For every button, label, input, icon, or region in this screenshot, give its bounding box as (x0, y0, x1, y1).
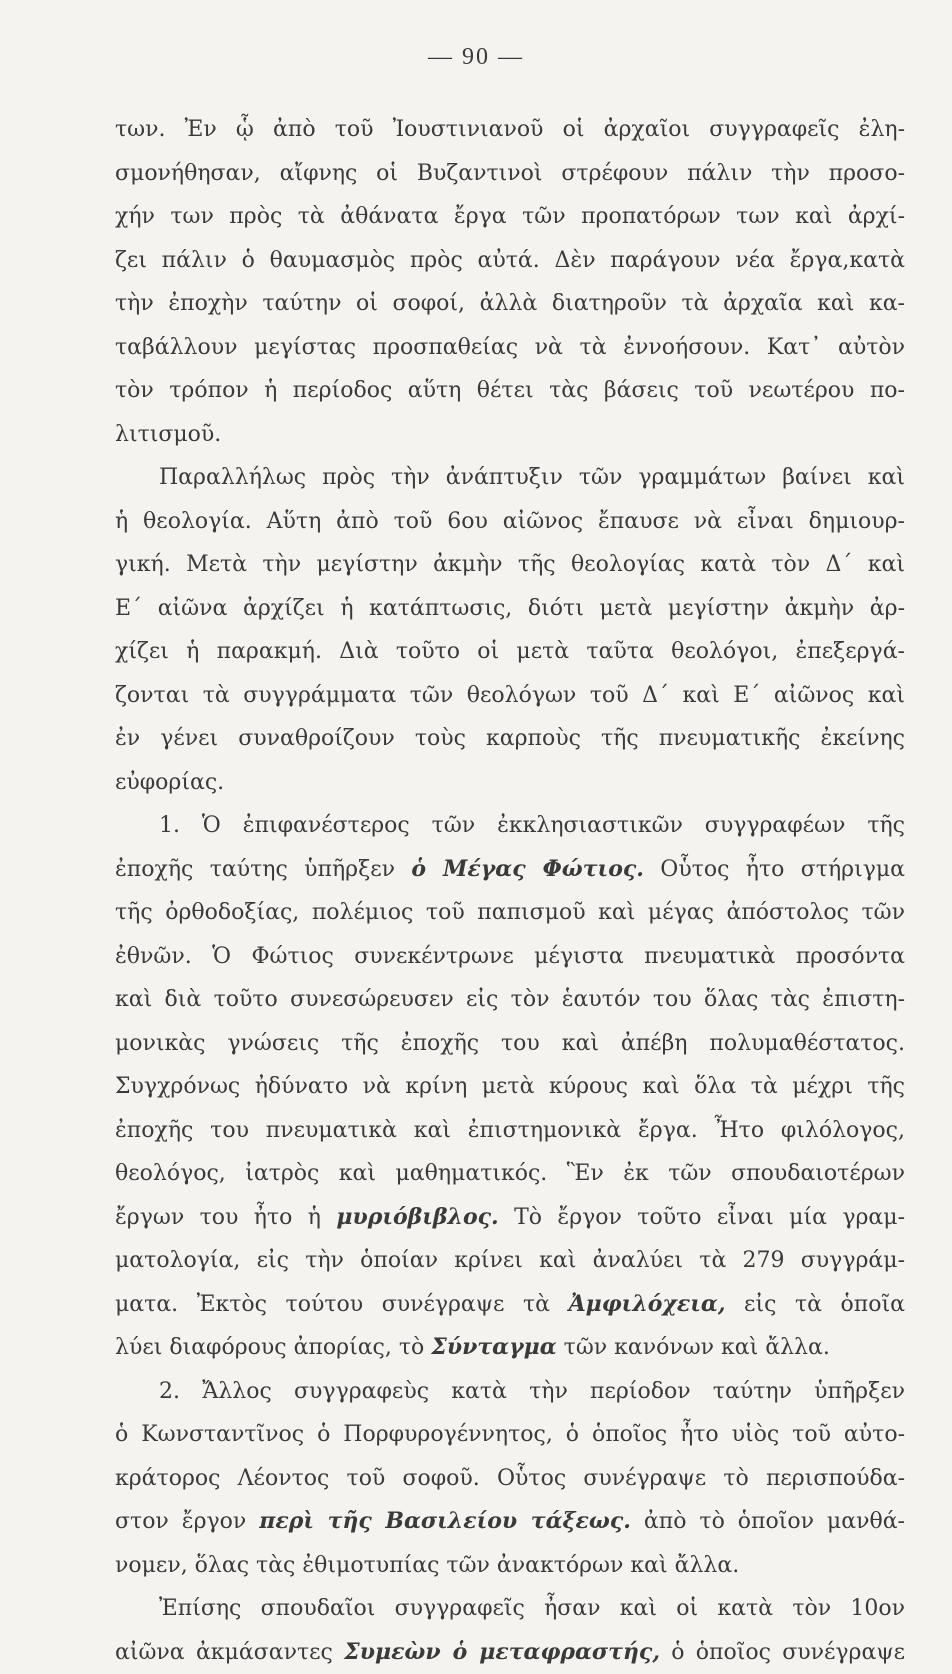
text-segment: ζει πάλιν ὁ θαυμασμὸς πρὸς αὐτά. Δὲν παράγουν νέα ἔργα,κατὰ (115, 248, 905, 273)
text-segment: των. Ἐν ᾧ ἀπὸ τοῦ Ἰουστινιανοῦ οἱ ἀρχαῖοι συγγραφεῖς ἐλη- (115, 117, 905, 142)
text-line (115, 587, 905, 631)
text-segment: νομεν, ὅλας τὰς ἐθιμοτυπίας τῶν ἀνακτόρων καὶ ἄλλα. (115, 1553, 739, 1578)
text-line (115, 543, 905, 587)
text-line (115, 674, 905, 718)
text-segment: μονικὰς γνώσεις τῆς ἐποχῆς του καὶ ἀπέβη πολυμαθέστατος. (115, 1031, 905, 1056)
text-line (115, 891, 905, 935)
emphasized-title: περὶ τῆς Βασιλείου τάξεως. (259, 1508, 631, 1534)
text-segment: γική. Μετὰ τὴν μεγίστην ἀκμὴν τῆς θεολογίας κατὰ τὸν Δ´ καὶ (115, 552, 905, 577)
text-segment: τῆς ὀρθοδοξίας, πολέμιος τοῦ παπισμοῦ καὶ μέγας ἀπόστολος τῶν (115, 900, 905, 925)
text-line (115, 978, 905, 1022)
text-segment: 1. Ὁ ἐπιφανέστερος τῶν ἐκκλησιαστικῶν συγγραφέων τῆς (159, 813, 905, 838)
text-segment: ζονται τὰ συγγράμματα τῶν θεολόγων τοῦ Δ´ καὶ Ε´ αἰῶνος καὶ (115, 683, 905, 708)
text-segment: στον ἔργον (115, 1509, 259, 1534)
text-segment: Ἐπίσης σπουδαῖοι συγγραφεῖς ἦσαν καὶ οἱ κατὰ τὸν 10ον (159, 1596, 905, 1621)
text-line (115, 1065, 905, 1109)
text-segment: σμονήθησαν, αἴφνης οἱ Βυζαντινοὶ στρέφουν πάλιν τὴν προσο- (115, 161, 905, 186)
body-text (115, 108, 905, 1674)
text-line (115, 152, 905, 196)
text-segment: ἐν γένει συναθροίζουν τοὺς καρποὺς τῆς πνευματικῆς ἐκείνης (115, 726, 905, 751)
text-line (115, 935, 905, 979)
text-segment: Ε´ αἰῶνα ἀρχίζει ἡ κατάπτωσις, διότι μετὰ μεγίστην ἀκμὴν ἀρ- (115, 596, 905, 621)
text-line (115, 1196, 905, 1240)
text-segment: ἡ θεολογία. Αὕτη ἀπὸ τοῦ 6ου αἰῶνος ἔπαυσε νὰ εἶναι δημιουρ- (115, 509, 905, 534)
text-line (115, 848, 905, 892)
text-line (115, 630, 905, 674)
text-line (115, 456, 905, 500)
text-line (115, 1109, 905, 1153)
text-segment: ἀπὸ τὸ ὁποῖον μανθά- (631, 1509, 905, 1534)
text-segment: εἰς τὰ ὁποῖα (726, 1292, 905, 1317)
text-segment: καὶ διὰ τοῦτο συνεσώρευσεν εἰς τὸν ἑαυτόν του ὅλας τὰς ἐπιστη- (115, 987, 905, 1012)
text-segment: τὸν τρόπον ἡ περίοδος αὕτη θέτει τὰς βάσεις τοῦ νεωτέρου πο- (115, 378, 905, 403)
text-line (115, 1370, 905, 1414)
text-segment: Οὗτος ἦτο στήριγμα (644, 857, 905, 882)
text-line (115, 1239, 905, 1283)
emphasized-title: Συμεὼν ὁ μεταφραστής, (344, 1639, 660, 1665)
text-line (115, 1413, 905, 1457)
emphasized-title: Σύνταγμα (431, 1334, 556, 1360)
page-number: — 90 — (0, 44, 952, 71)
text-line (115, 1283, 905, 1327)
text-segment: ὁ Κωνσταντῖνος ὁ Πορφυρογέννητος, ὁ ὁποῖος ἦτο υἱὸς τοῦ αὐτο- (115, 1422, 905, 1447)
text-segment: ἔργων του ἦτο ἡ (115, 1205, 336, 1230)
text-segment: ὁ ὁποῖος συνέγραψε (660, 1640, 905, 1665)
text-line (115, 195, 905, 239)
text-segment: θεολόγος, ἰατρὸς καὶ μαθηματικός. Ἓν ἐκ τῶν σπουδαιοτέρων (115, 1161, 905, 1186)
text-segment: ταβάλλουν μεγίστας προσπαθείας νὰ τὰ ἐννοήσουν. Κατ᾽ αὐτὸν (115, 335, 905, 360)
text-line (115, 500, 905, 544)
text-segment: τῶν κανόνων καὶ ἄλλα. (557, 1335, 830, 1360)
text-line (115, 239, 905, 283)
text-segment: τὴν ἐποχὴν ταύτην οἱ σοφοί, ἀλλὰ διατηροῦν τὰ ἀρχαῖα καὶ κα- (115, 291, 905, 316)
text-line (115, 1544, 905, 1588)
text-line (115, 804, 905, 848)
text-segment: χίζει ἡ παρακμή. Διὰ τοῦτο οἱ μετὰ ταῦτα θεολόγοι, ἐπεξεργά- (115, 639, 905, 664)
text-segment: 2. Ἄλλος συγγραφεὺς κατὰ τὴν περίοδον ταύτην ὑπῆρξεν (159, 1379, 905, 1404)
text-line (115, 1587, 905, 1631)
text-line (115, 1152, 905, 1196)
text-line (115, 413, 905, 457)
text-line (115, 761, 905, 805)
text-line (115, 1457, 905, 1501)
emphasized-title: ὁ Μέγας Φώτιος. (411, 856, 644, 882)
text-segment: λύει διαφόρους ἀπορίας, τὸ (115, 1335, 431, 1360)
emphasized-title: μυριόβιβλος. (336, 1204, 498, 1230)
text-segment: χήν των πρὸς τὰ ἀθάνατα ἔργα τῶν προπατόρων των καὶ ἀρχί- (115, 204, 905, 229)
text-line (115, 1022, 905, 1066)
emphasized-title: Ἀμφιλόχεια, (569, 1291, 726, 1317)
text-line (115, 1500, 905, 1544)
text-line (115, 282, 905, 326)
text-segment: λιτισμοῦ. (115, 422, 221, 447)
text-line (115, 108, 905, 152)
text-line (115, 1326, 905, 1370)
text-line (115, 369, 905, 413)
text-line (115, 717, 905, 761)
text-segment: ἐθνῶν. Ὁ Φώτιος συνεκέντρωνε μέγιστα πνευματικὰ προσόντα (115, 944, 905, 969)
text-segment: κράτορος Λέοντος τοῦ σοφοῦ. Οὗτος συνέγραψε τὸ περισπούδα- (115, 1466, 905, 1491)
text-segment: αἰῶνα ἀκμάσαντες (115, 1640, 344, 1665)
text-segment: εὐφορίας. (115, 770, 224, 795)
text-segment: Συγχρόνως ἠδύνατο νὰ κρίνη μετὰ κύρους καὶ ὅλα τὰ μέχρι τῆς (115, 1074, 905, 1099)
text-segment: Παραλλήλως πρὸς τὴν ἀνάπτυξιν τῶν γραμμάτων βαίνει καὶ (159, 465, 905, 490)
text-segment: ματα. Ἐκτὸς τούτου συνέγραψε τὰ (115, 1292, 569, 1317)
text-segment: ἐποχῆς ταύτης ὑπῆρξεν (115, 857, 411, 882)
text-segment: Τὸ ἔργον τοῦτο εἶναι μία γραμ- (499, 1205, 905, 1230)
text-line (115, 326, 905, 370)
text-segment: ματολογία, εἰς τὴν ὁποίαν κρίνει καὶ ἀναλύει τὰ 279 συγγράμ- (115, 1248, 905, 1273)
text-line (115, 1631, 905, 1674)
text-segment: ἐποχῆς του πνευματικὰ καὶ ἐπιστημονικὰ ἔργα. Ἦτο φιλόλογος, (115, 1118, 905, 1143)
